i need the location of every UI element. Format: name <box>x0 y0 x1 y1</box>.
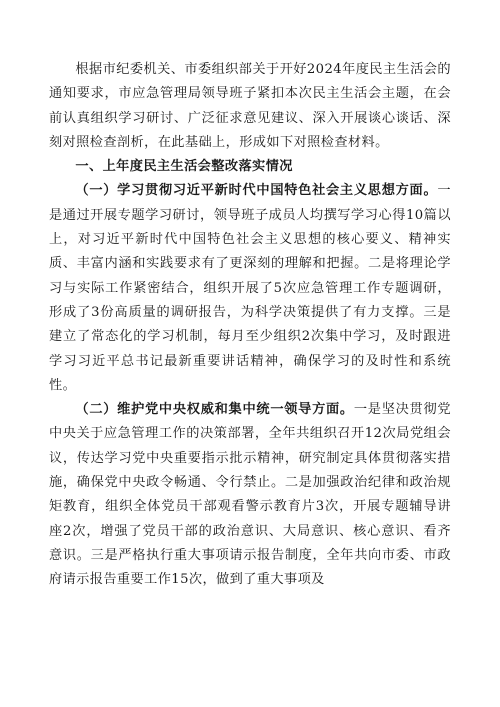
intro-paragraph: 根据市纪委机关、市委组织部关于开好2024年度民主生活会的通知要求，市应急管理局领导班子紧扣本次民主生活会主题，在会前认真组织学习研讨、广泛征求意见建议、深入开展谈心谈话、深刻对照检查剖析，在此基础上，形成如下对照检查材料。 <box>49 62 451 150</box>
item-two-body: 一是坚决贯彻党中央关于应急管理工作的决策部署，全年共组织召开12次局党组会议，传达学习党中央重要指示批示精神，研究制定具体贯彻落实措施，确保党中央政令畅通、令行禁止。二是加强政治纪律和政治规矩教育，组织全体党员干部观看警示教育片3次，开展专题辅导讲座2次，增强了党员干部的政治意识、大局意识、核心意识、看齐意识。三是严格执行重大事项请示报告制度，全年共向市委、市政府请示报告重要工作15次，做到了重大事项及 <box>49 402 451 588</box>
item-one-body: 一是通过开展专题学习研讨，领导班子成员人均撰写学习心得10篇以上，对习近平新时代中国特色社会主义思想的核心要义、精神实质、丰富内涵和实践要求有了更深刻的理解和把握。二是将理论学习与实际工作紧密结合，组织开展了5次应急管理工作专题调研，形成了3份高质量的调研报告，为科学决策提供了有力支撑。三是建立了常态化的学习机制，每月至少组织2次集中学习，及时跟进学习习近平总书记最新重要讲话精神，确保学习的及时性和系统性。 <box>49 183 451 393</box>
item-two-paragraph <box>49 398 451 592</box>
item-two-heading: （二）维护党中央权威和集中统一领导方面。 <box>75 402 354 418</box>
item-one-heading: （一）学习贯彻习近平新时代中国特色社会主义思想方面。 <box>75 183 438 199</box>
section-one-title: 一、上年度民主生活会整改落实情况 <box>75 159 293 175</box>
item-one-paragraph <box>49 179 451 398</box>
